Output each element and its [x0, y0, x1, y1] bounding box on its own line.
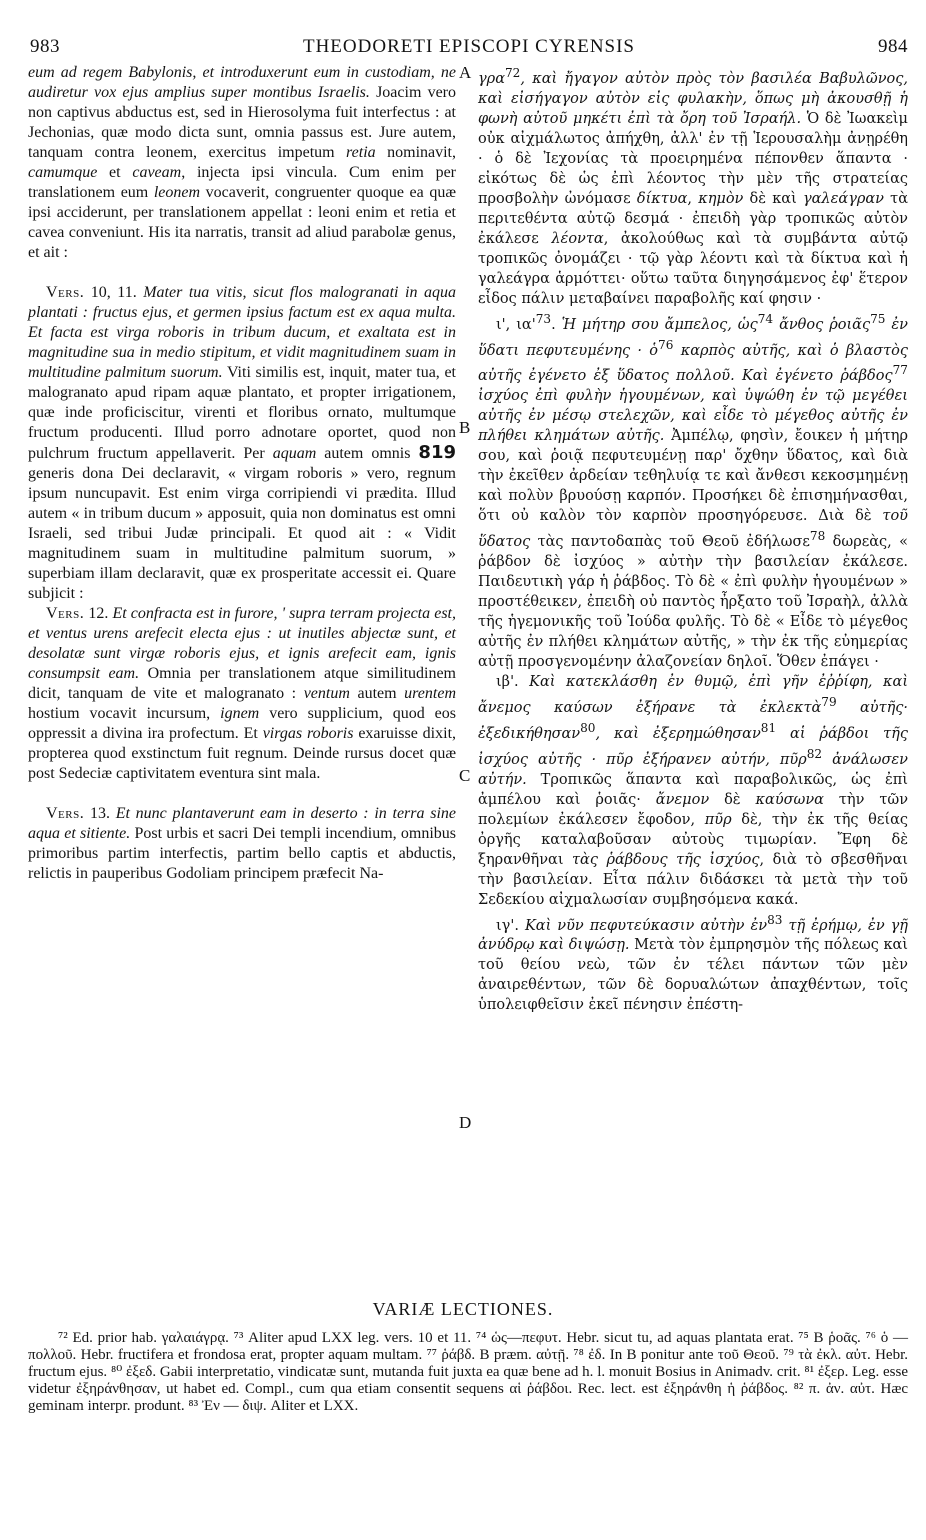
page-number-left: 983	[30, 36, 60, 57]
greek-text: τὰς παντοδαπὰς τοῦ Θεοῦ ἐδήλωσε	[530, 534, 810, 551]
greek-paragraph-3	[478, 672, 908, 909]
latin-verse-text: Mater tua vitis, sicut flos malogranati in aqua plantati : fructus ejus, et germen ipsius factum est ex aqua multa. Et facta est virga roboris in tribum ducum, et exaltata est in magnitudine sua in medio stipitum, et vidit magnitudinem suam in multitudine palmitum suorum.	[28, 284, 457, 381]
greek-verse-text: Ἡ μήτηρ σου ἄμπελος, ὡς	[561, 316, 758, 333]
latin-text: hostium vocavit incursum,	[28, 705, 221, 722]
note-ref: 81	[760, 720, 777, 735]
running-title: THEODORETI EPISCOPI CYRENSIS	[302, 36, 636, 57]
running-header	[30, 30, 908, 60]
latin-column	[28, 63, 456, 884]
note-ref: 82	[806, 746, 823, 761]
greek-verse-text: ἄνθος ῥοιᾶς	[773, 316, 871, 333]
latin-term: leonem	[153, 184, 201, 201]
greek-text: ,	[687, 190, 699, 207]
margin-mark-c: C	[459, 766, 471, 785]
greek-term: γαλεάγραν	[802, 190, 884, 207]
greek-term: κημὸν	[698, 190, 744, 207]
greek-verse-text: ἀνάλωσεν αὐτήν.	[478, 751, 908, 788]
greek-term: καύσωνα	[755, 791, 824, 808]
greek-text: Ὁ δὲ Ἰωακεὶμ οὐκ αἰχμάλωτος ἀπήχθη, ἀλλ' ἐν τῇ Ἱερουσαλὴμ ἀνῃρέθη · ὁ δὲ Ἰεχονίας τὰ προειρημένα πέπονθεν ἅπαντα · εἰκότως δὲ ὡς ἐπὶ λέοντος τὴν μὲν τῆς στρατείας προσβολὴν ὠνόμασε	[478, 110, 908, 207]
latin-paragraph-1	[28, 63, 456, 263]
verse-label: Vers.	[46, 605, 85, 622]
greek-text: Τροπικῶς ἅπαντα καὶ παραβολικῶς, ὡς ἐπὶ ἀμπέλου καὶ ῥοιᾶς·	[478, 771, 908, 808]
greek-verse-text: καρπὸς αὐτῆς, καὶ ὁ βλαστὸς αὐτῆς ἐγένετο ἐξ ὕδατος πολλοῦ. Καὶ ἐγένετο ῥάβδος	[478, 342, 908, 385]
note-ref: 73	[535, 311, 552, 326]
greek-text: , διὰ τὸ σβεσθῆναι τὴν βασιλείαν. Εἶτα πάλιν διδάσκει τὰ μετὰ τὴν τοῦ Σεδεκίου αἰχμαλωσίαν συμβησόμενα κακά.	[478, 851, 908, 908]
greek-column	[478, 63, 908, 1015]
variae-lectiones-text: ⁷² Ed. prior hab. γαλαιάγρᾳ. ⁷³ Aliter apud LXX leg. vers. 10 et 11. ⁷⁴ ὡς—πεφυτ. Hebr. sicut tu, ad aquas plantata erat. ⁷⁵ B ῥοᾶς. ⁷⁶ ὁ — πολλοῦ. Hebr. fructifera et frondosa erat, propter aquam multam. ⁷⁷ ῥάβδ. B præm. αὐτῇ. ⁷⁸ ἐδ. In B ponitur ante τοῦ Θεοῦ. ⁷⁹ τὰ ἐκλ. αὐτ. Hebr. fructum ejus. ⁸⁰ ἐξεδ. Gabii interpretatio, vindicatæ sunt, mutanda fuit juxta ea quæ bene ad h. l. monuit Bosius in Animadv. crit. ⁸¹ ἐξερ. Leg. esse videtur ἐξηράνθησαν, ut habet ed. Compl., cum qua etiam consentit sequens αἱ ῥάβδοι. Rec. lect. est ἐξηράνθη ἡ ῥάβδος. ⁸² π. ἀν. αὐτ. Hæc geminam interpr. produnt. ⁸³ Ἐν — διψ. Aliter et LXX.	[28, 1330, 908, 1414]
greek-verse-text: γρα	[478, 70, 505, 87]
greek-term: τὰς ῥάβδους τῆς ἰσχύος	[572, 851, 760, 868]
greek-term: τοῦ ὕδατος	[478, 508, 908, 551]
latin-term: caveam	[132, 164, 182, 181]
note-ref: 77	[892, 363, 908, 378]
greek-verse-text: Καὶ νῦν πεφυτεύκασιν αὐτὴν ἐν	[524, 917, 768, 934]
greek-text: δὲ καὶ	[743, 190, 803, 207]
latin-text: et	[97, 164, 133, 181]
note-ref: 74	[757, 311, 774, 326]
greek-text: δὲ, τὴν ἐκ τῆς θείας ὀργῆς καταλαβοῦσαν αὐτοὺς τιμωρίαν. Ἔφη δὲ ξηρανθῆναι	[478, 811, 908, 868]
latin-term: virgas roboris	[262, 725, 354, 742]
latin-text: autem	[349, 685, 405, 702]
latin-term: camumque	[28, 164, 98, 181]
greek-paragraph-4	[478, 910, 908, 1016]
greek-verse-text: , καὶ ἤγαγον αὐτὸν πρὸς τὸν βασιλέα Βαβυλῶνος, καὶ εἰσήγαγον αὐτὸν εἰς φυλακὴν, ὅπως μὴ ἀκουσθῇ ἡ φωνὴ αὐτοῦ μηκέτι ἐπὶ τὰ ὄρη τοῦ Ἰσραήλ.	[478, 70, 908, 127]
margin-mark-b: B	[459, 418, 471, 437]
verse-number: ιβ'.	[496, 674, 530, 691]
variae-lectiones-notes	[28, 1330, 908, 1415]
latin-term: ignem	[220, 705, 260, 722]
latin-text: Viti similis est, inquit, mater tua, et malogranato apud ripam aquæ plantato, et propter irrigationem, quæ inde proficiscitur, virenti et floribus ornato, multumque fructum producenti. Illud porro adnotare oportet, quod non pulchrum fructum appellaverit. Per	[28, 364, 456, 462]
verse-number: 10, 11.	[84, 284, 144, 301]
latin-paragraph-4	[28, 804, 456, 884]
greek-verse-text: αἱ ῥάβδοι τῆς ἰσχύος αὐτῆς · πῦρ ἐξήρανεν αὐτήν, πῦρ	[478, 725, 908, 768]
greek-term: ἄνεμον	[655, 791, 710, 808]
latin-paragraph-3	[28, 604, 456, 784]
variae-lectiones-heading: VARIÆ LECTIONES.	[372, 1299, 554, 1319]
greek-text: Ἀμπέλῳ, φησὶν, ἔοικεν ἡ μήτηρ σου, καὶ ῥοιᾷ πεφυτευμένῃ παρ' ὄχθην ὕδατος, καὶ διὰ τὴν ἐκεῖθεν ἀρδείαν τεθηλυίᾳ τε καὶ ἄνθεσι κεκοσμημένῃ καὶ πολὺν βρυούσῃ καρπόν. Προσήκει δὲ ἐπισημήνασθαι, ὅτι οὐ καλὸν τὸν καρπὸν προσηγόρευσε. Διὰ δὲ	[478, 428, 908, 525]
latin-term: ventum	[303, 685, 350, 702]
latin-paragraph-2	[28, 283, 456, 604]
greek-text: τὰ περιτεθέντα αὐτῷ δεσμά · ἐπειδὴ γὰρ τροπικῶς αὐτὸν ἐκάλεσε	[478, 190, 908, 247]
margin-mark-d: D	[459, 1113, 472, 1132]
note-ref: 83	[767, 912, 783, 927]
note-ref: 76	[658, 337, 674, 352]
greek-term: δίκτυα	[636, 190, 688, 207]
verse-number: ιγ'.	[496, 917, 525, 934]
latin-term: retia	[346, 144, 376, 161]
greek-text: .	[551, 316, 562, 333]
latin-term: aquam	[272, 445, 317, 462]
margin-mark-a: A	[459, 63, 472, 82]
latin-text: , injecta ipsi vincula. Cum enim per translationem eum	[28, 164, 457, 201]
verse-label: Vers.	[46, 284, 85, 301]
note-ref: 79	[821, 695, 837, 710]
greek-verse-text: , καὶ ἐξερημώθησαν	[595, 725, 761, 742]
latin-term: urentem	[404, 685, 456, 702]
latin-text: exaruisse dixit, propterea quod exstinctum fuit regnum. Deinde rursus docet quæ post Sedeciæ captivitatem eventura sint mala.	[28, 725, 457, 782]
note-ref: 75	[870, 311, 886, 326]
greek-term: πῦρ	[704, 811, 732, 828]
latin-text: Post urbis et sacri Dei templi incendium, omnibus primoribus partim interfectis, partim bello captis et abductis, relictis in pauperibus Godoliam principem præfecit Na-	[28, 825, 456, 882]
latin-text: generis dona Dei declaravit, « virgam roboris » vero, regnum ipsum nuncupavit. Est enim virga corripiendi vi prædita. Illud autem « in tribum ducum » apposuit, quia non dominatus est omni Israeli, sed tribui Judæ principali. Et quod ait : « Vidit magnitudinem suam in multitudine palmitum suorum, » superbiam illam declaravit, quæ ex prosperitate accessit ei. Quare subjicit :	[28, 465, 456, 602]
greek-term: λέοντα	[551, 230, 604, 247]
greek-text: τὴν τῶν πολεμίων ἐκάλεσεν ἔφοδον,	[478, 791, 909, 828]
greek-text: , ἀκολούθως καὶ τὰ συμβάντα αὐτῷ τροπικῶς ὀνομάζει · τῷ γὰρ λέοντι καὶ τὰ δίκτυα καὶ ἡ γαλεάγρα ἁρμόττει· οὕτω ταῦτα διηγησάμενος ἐφ' ἕτερον εἶδος πάλιν μεταβαίνει παραβολῆς καί φησιν ·	[478, 230, 908, 307]
greek-verse-text: ἐν ὕδατι πεφυτευμένης · ὁ	[478, 316, 908, 359]
latin-verse-text: Et nunc plantaverunt eam in deserto : in terra sine aqua et sitiente.	[28, 805, 457, 842]
greek-text: Μετὰ τὸν ἐμπρησμὸν τῆς πόλεως καὶ τοῦ θείου νεὼ, τῶν ἐν τέλει πάντων τῶν μὲν ἀναιρεθέντων, τῶν δὲ δορυαλώτων ἀπαχθέντων, τοῖς ὑπολειφθεῖσιν ἐκεῖ πένησιν ἐπέστη-	[478, 937, 908, 1014]
migne-column-number: 819	[418, 442, 456, 463]
greek-text: δωρεὰς, « ῥάβδον δὲ ἰσχύος » αὐτὴν τὴν βασιλείαν ἐκάλεσε. Παιδευτικὴ γάρ ἡ ῥάβδος. Τὸ δὲ « ἐπὶ φυλὴν ἡγουμένων » προστέθεικεν, ἐπειδὴ οὐ παντὸς ἦρξατο τοῦ Ἰσραὴλ, ἀλλὰ τῆς ἡγεμονικῆς τοῦ Ἰούδα φυλῆς. Τὸ δὲ « Εἶδε τὸ μέγεθος αὐτῆς ἐν πλήθει κλημάτων αὐτῆς, » τὴν ἐκ τῆς εὐημερίας αὐτῇ προσγενομένην ἀλαζονείαν δηλοῖ. Ὅθεν ἐπάγει ·	[478, 534, 908, 671]
latin-verse-text: Et confracta est in furore, ' supra terram projecta est, et ventus urens arefecit electa ejus : ut inutiles abjectæ sunt, et desolatæ sunt virgæ roboris ejus, et ignis arefecit eam, ignis consumpsit eam.	[28, 605, 457, 682]
greek-verse-text: ἰσχύος ἐπὶ φυλὴν ἡγουμένων, καὶ ὑψώθη ἐν τῷ μεγέθει αὐτῆς ἐν μέσῳ στελεχῶν, καὶ εἶδε τὸ μέγεθος αὐτῆς ἐν πλήθει κλημάτων αὐτῆς.	[478, 388, 908, 445]
greek-paragraph-2	[478, 309, 908, 672]
verse-label: Vers.	[46, 805, 85, 822]
latin-text: Joacim vero non captivus abductus est, sed in Hierosolyma fuit interfectus : at Jechonias, quæ modo dicta sunt, omnia passus est. Jure autem, tanquam contra leonem, exercitus impetum	[28, 84, 457, 161]
verse-number: 12.	[84, 605, 113, 622]
greek-verse-text: αὐτῆς· ἐξεδικήθησαν	[478, 699, 909, 742]
verse-number: ι', ια'	[496, 316, 536, 333]
note-ref: 80	[580, 720, 596, 735]
latin-text: vocaverit, congruenter quoque ea quæ ipsi acciderunt, per translationem appellat : leoni enim et retia et cavea conveniunt. His ita narratis, transit ad aliud parabolæ genus, et ait :	[28, 184, 457, 261]
greek-verse-text: Καὶ κατεκλάσθη ἐν θυμῷ, ἐπὶ γῆν ἐῤῥίφη, καὶ ἄνεμος καύσων ἐξήρανε τὰ ἐκλεκτὰ	[478, 674, 908, 716]
greek-verse-text: τῇ ἐρήμῳ, ἐν γῇ ἀνύδρῳ καὶ διψώσῃ.	[478, 917, 908, 954]
latin-text: autem omnis	[316, 445, 419, 462]
latin-text: nominavit,	[375, 144, 457, 161]
greek-paragraph-1	[478, 63, 908, 309]
greek-text: δὲ	[709, 791, 756, 808]
note-ref: 72	[504, 66, 521, 80]
page-number-right: 984	[878, 36, 908, 57]
latin-text: Omnia per translationem atque similitudinem dicit, tanquam de vite et malogranato :	[28, 665, 457, 702]
latin-text: vero supplicium, quod eos oppressit a divina ira profectum. Et	[28, 705, 456, 742]
latin-verse-text: eum ad regem Babylonis, et introduxerunt eum in custodiam, ne audiretur vox ejus amplius super montibus Israelis.	[28, 64, 456, 101]
verse-number: 13.	[84, 805, 116, 822]
note-ref: 78	[809, 529, 826, 544]
